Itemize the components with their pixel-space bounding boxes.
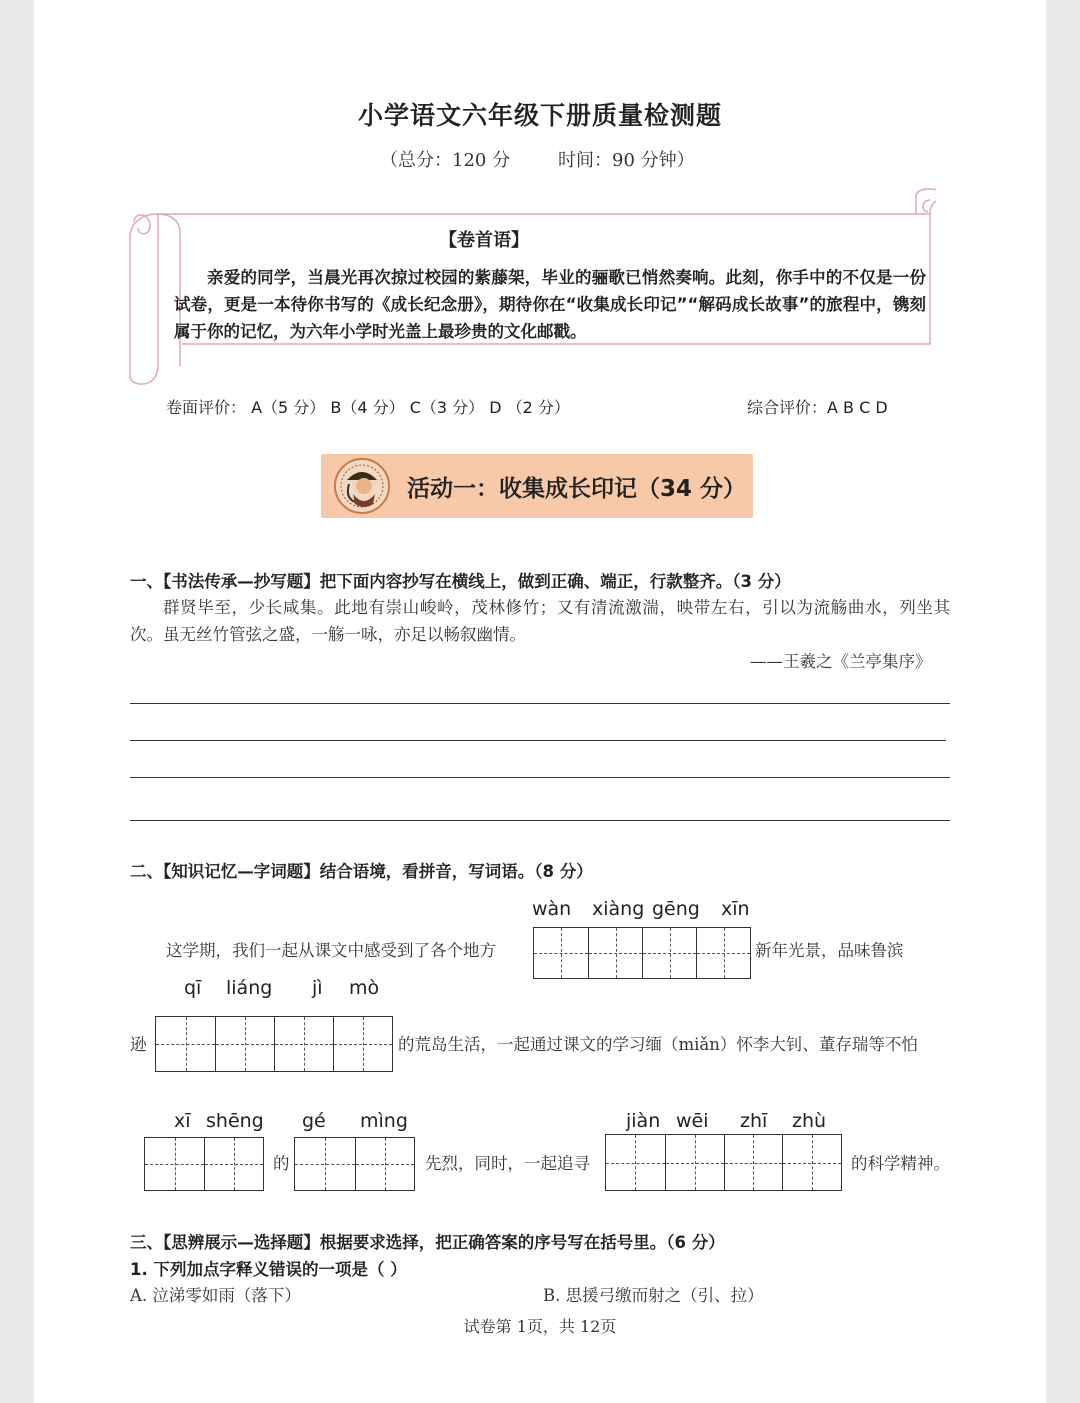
overall-rating: 综合评价：A B C D: [747, 398, 888, 417]
pinyin-ji: jì: [312, 977, 323, 999]
pinyin-zhi: zhī: [740, 1110, 768, 1132]
pinyin-liang: liáng: [226, 977, 273, 999]
time-limit: 时间：90 分钟）: [558, 150, 695, 171]
pinyin-ming: mìng: [360, 1110, 408, 1132]
q2-text-2: 新年光景，品味鲁滨: [755, 941, 904, 960]
q2-text-3: 逊: [130, 1035, 147, 1054]
activity-logo-icon: [329, 456, 395, 516]
exam-page: [34, 0, 1046, 1403]
q3-option-b[interactable]: B. 思援弓缴而射之（引、拉）: [543, 1286, 764, 1305]
q2-text-6: 先烈，同时，一起追寻: [425, 1154, 590, 1173]
activity-banner: [321, 454, 753, 518]
copy-line-4[interactable]: [130, 820, 950, 821]
question-3-heading: 三、【思辨展示—选择题】根据要求选择，把正确答案的序号写在括号里。（6 分）: [130, 1233, 725, 1252]
pinyin-jian: jiàn: [626, 1110, 661, 1132]
pinyin-wei: wēi: [676, 1110, 709, 1132]
q1-source: ——王羲之《兰亭集序》: [750, 652, 932, 671]
pinyin-xi: xī: [174, 1110, 191, 1132]
activity-title: 活动一：收集成长印记（34 分）: [407, 476, 747, 502]
pinyin-ge: gé: [302, 1110, 326, 1132]
pinyin-xin: xīn: [721, 898, 750, 920]
pinyin-qi: qī: [184, 977, 202, 999]
copy-line-3[interactable]: [130, 777, 950, 778]
pinyin-sheng: shēng: [206, 1110, 264, 1132]
pinyin-zhu: zhù: [792, 1110, 827, 1132]
pinyin-wan: wàn: [532, 898, 572, 920]
copy-line-1[interactable]: [130, 703, 950, 704]
preface-text: 亲爱的同学，当晨光再次掠过校园的紫藤架，毕业的骊歌已悄然奏响。此刻，你手中的不仅是一份试卷，更是一本待你书写的《成长纪念册》，期待你在“收集成长印记”“解码成长故事”的旅程中，镌刻属于你的记忆，为六年小学时光盖上最珍贵的文化邮戳。: [174, 268, 926, 341]
q1-passage: 群贤毕至，少长咸集。此地有崇山峻岭，茂林修竹；又有清流激湍，映带左右，引以为流觞曲水，列坐其次。虽无丝竹管弦之盛，一觞一咏，亦足以畅叙幽情。: [130, 598, 950, 644]
q2-text-5: 的: [273, 1154, 290, 1173]
pinyin-mo: mò: [349, 977, 380, 999]
question-1-heading: 一、【书法传承—抄写题】把下面内容抄写在横线上，做到正确、端正，行款整齐。（3 分）: [130, 572, 791, 591]
preface-title: 【卷首语】: [439, 230, 529, 251]
q2-text-1: 这学期，我们一起从课文中感受到了各个地方: [166, 941, 496, 960]
page-footer: 试卷第 1页，共 12页: [463, 1317, 617, 1336]
answer-grid-5[interactable]: [605, 1134, 842, 1191]
answer-grid-1[interactable]: [533, 927, 751, 979]
paper-rating: 卷面评价： A（5 分） B（4 分） C（3 分） D （2 分）: [166, 398, 570, 417]
answer-grid-4[interactable]: [294, 1137, 415, 1191]
question-2-heading: 二、【知识记忆—字词题】结合语境，看拼音，写词语。（8 分）: [130, 862, 593, 881]
answer-grid-3[interactable]: [144, 1137, 264, 1191]
total-score: （总分：120 分: [380, 150, 511, 171]
pinyin-xiang: xiàng: [592, 898, 645, 920]
answer-grid-2[interactable]: [155, 1016, 393, 1072]
q2-text-4: 的荒岛生活，一起通过课文的学习缅（miǎn）怀李大钊、董存瑞等不怕: [398, 1035, 918, 1054]
q3-option-a[interactable]: A. 泣涕零如雨（落下）: [130, 1286, 301, 1305]
q3-item-1: 1. 下列加点字释义错误的一项是（ ）: [130, 1260, 407, 1279]
q2-text-7: 的科学精神。: [851, 1154, 950, 1173]
copy-line-2[interactable]: [130, 740, 946, 741]
pinyin-geng: gēng: [652, 898, 700, 920]
page-title: 小学语文六年级下册质量检测题: [357, 101, 722, 130]
